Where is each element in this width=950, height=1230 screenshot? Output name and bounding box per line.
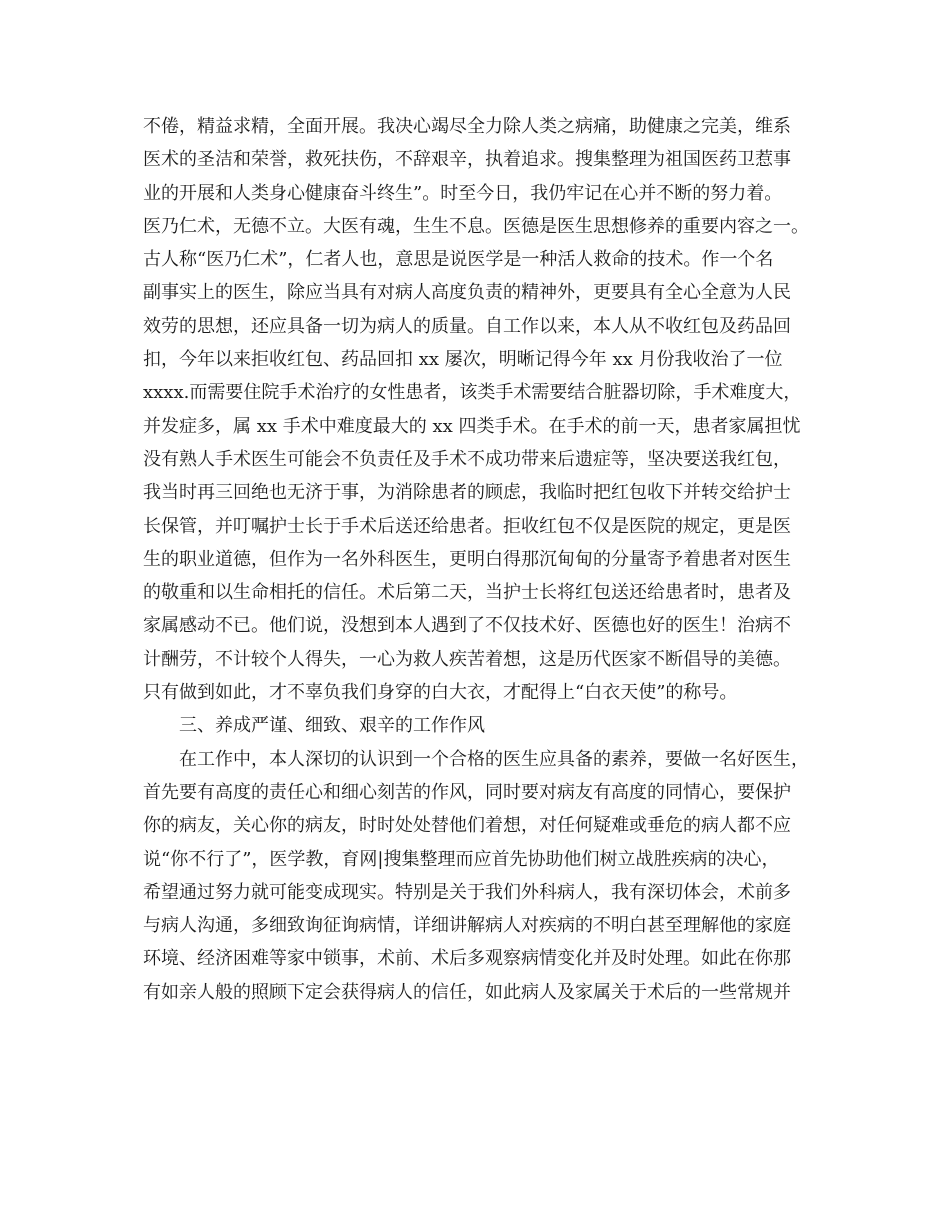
text-line: 的敬重和以生命相托的信任。术后第二天，当护士长将红包送还给患者时，患者及: [143, 582, 791, 604]
text-line: 只有做到如此，才不辜负我们身穿的白大衣，才配得上“白衣天使”的称号。: [143, 682, 738, 704]
text-line: 计酬劳，不计较个人得失，一心为救人疾苦着想，这是历代医家不断倡导的美德。: [143, 648, 791, 670]
text-line: 环境、经济困难等家中锁事，术前、术后多观察病情变化并及时处理。如此在你那: [143, 948, 791, 970]
text-line: 家属感动不已。他们说，没想到本人遇到了不仅技术好、医德也好的医生！治病不: [143, 615, 791, 637]
text-line: 并发症多，属 xx 手术中难度最大的 xx 四类手术。在手术的前一天，患者家属担忧: [143, 415, 801, 437]
text-line: 说“你不行了”，医学教，育网|搜集整理而应首先协助他们树立战胜疾病的决心，: [143, 848, 780, 870]
text-line: 长保管，并叮嘱护士长于手术后送还给患者。拒收红包不仅是医院的规定，更是医: [143, 515, 791, 537]
text-line: 副事实上的医生，除应当具有对病人高度负责的精神外，更要具有全心全意为人民: [143, 282, 791, 304]
indented-text-line: 在工作中，本人深切的认识到一个合格的医生应具备的素养，要做一名好医生，: [179, 748, 809, 770]
text-line: 不倦，精益求精，全面开展。我决心竭尽全力除人类之病痛，助健康之完美，维系: [143, 116, 791, 137]
text-line: 我当时再三回绝也无济于事，为消除患者的顾虑，我临时把红包收下并转交给护士: [143, 482, 791, 504]
indented-text-line: 三、养成严谨、细致、艰辛的工作作风: [179, 715, 485, 737]
text-line: 医乃仁术，无德不立。大医有魂，生生不息。医德是医生思想修养的重要内容之一。: [143, 215, 809, 237]
text-line: 扣，今年以来拒收红包、药品回扣 xx 屡次，明晰记得今年 xx 月份我收治了一位: [143, 349, 783, 371]
text-line: 你的病友，关心你的病友，时时处处替他们着想，对任何疑难或垂危的病人都不应: [143, 815, 791, 837]
text-line: xxxx.而需要住院手术治疗的女性患者，该类手术需要结合脏器切除，手术难度大，: [143, 382, 802, 404]
text-line: 古人称“医乃仁术”，仁者人也，意思是说医学是一种活人救命的技术。作一个名: [143, 249, 774, 271]
text-line: 希望通过努力就可能变成现实。特别是关于我们外科病人，我有深切体会，术前多: [143, 881, 791, 903]
text-line: 效劳的思想，还应具备一切为病人的质量。自工作以来，本人从不收红包及药品回: [143, 315, 791, 337]
text-line: 与病人沟通，多细致询征询病情，详细讲解病人对疾病的不明白甚至理解他的家庭: [143, 915, 791, 937]
body-text: [143, 110, 833, 1009]
text-line: 生的职业道德，但作为一名外科医生，更明白得那沉甸甸的分量寄予着患者对医生: [143, 548, 791, 570]
text-line: 首先要有高度的责任心和细心刻苦的作风，同时要对病友有高度的同情心，要保护: [143, 781, 791, 803]
text-line: 没有熟人手术医生可能会不负责任及手术不成功带来后遗症等，坚决要送我红包，: [143, 448, 791, 470]
text-line: 医术的圣洁和荣誉，救死扶伤，不辞艰辛，执着追求。搜集整理为祖国医药卫惹事: [143, 149, 791, 171]
text-line: 有如亲人般的照顾下定会获得病人的信任，如此病人及家属关于术后的一些常规并: [143, 981, 791, 1003]
text-line: 业的开展和人类身心健康奋斗终生”。时至今日，我仍牢记在心并不断的努力着。: [143, 182, 783, 204]
